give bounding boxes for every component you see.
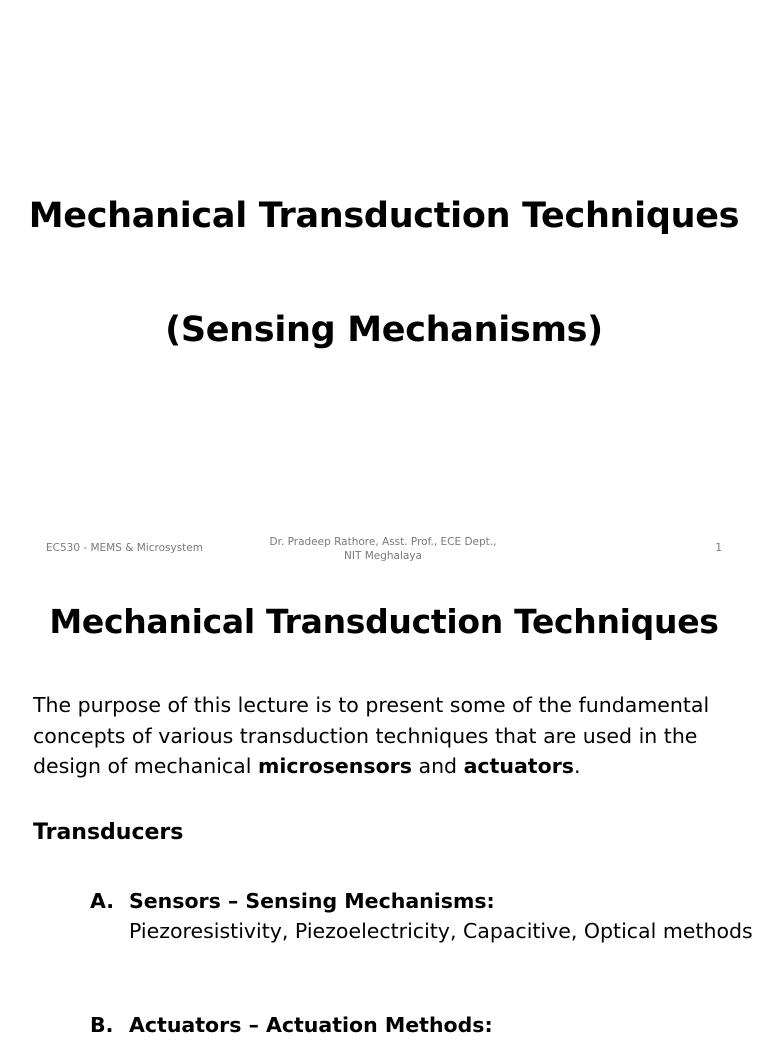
- list-marker: B.: [90, 1013, 114, 1037]
- slide1-title: Mechanical Transduction Techniques: [28, 196, 740, 236]
- intro-text-middle: and: [411, 754, 464, 778]
- list-item-detail: Piezoresistivity, Piezoelectricity, Capacitive, Optical methods: [129, 919, 753, 943]
- intro-text-after: .: [574, 754, 581, 778]
- footer-author: [252, 535, 514, 563]
- list-item-actuators: [90, 1010, 493, 1040]
- slide1-subtitle: (Sensing Mechanisms): [165, 310, 603, 350]
- list-item-sensors: [90, 886, 753, 946]
- slide2-title: Mechanical Transduction Techniques: [49, 602, 719, 641]
- list-marker: A.: [90, 889, 115, 913]
- list-item-heading: Sensors – Sensing Mechanisms:: [129, 889, 495, 913]
- section-heading-transducers: Transducers: [33, 820, 184, 845]
- intro-text-before: The purpose of this lecture is to present some of the fundamental concepts of various transduction techniques that are used in the design of mechanical: [33, 693, 710, 778]
- footer-page-number: 1: [715, 542, 722, 554]
- footer-course: EC530 - MEMS & Microsystem: [46, 542, 203, 554]
- footer-author-line1: Dr. Pradeep Rathore, Asst. Prof., ECE Dept.,: [269, 536, 497, 548]
- footer-author-line2: NIT Meghalaya: [344, 550, 422, 562]
- intro-bold-actuators: actuators: [463, 754, 575, 778]
- intro-paragraph: [33, 690, 753, 782]
- list-item-heading: Actuators – Actuation Methods:: [129, 1013, 493, 1037]
- intro-bold-microsensors: microsensors: [257, 754, 412, 778]
- slide1-footer: [0, 533, 768, 569]
